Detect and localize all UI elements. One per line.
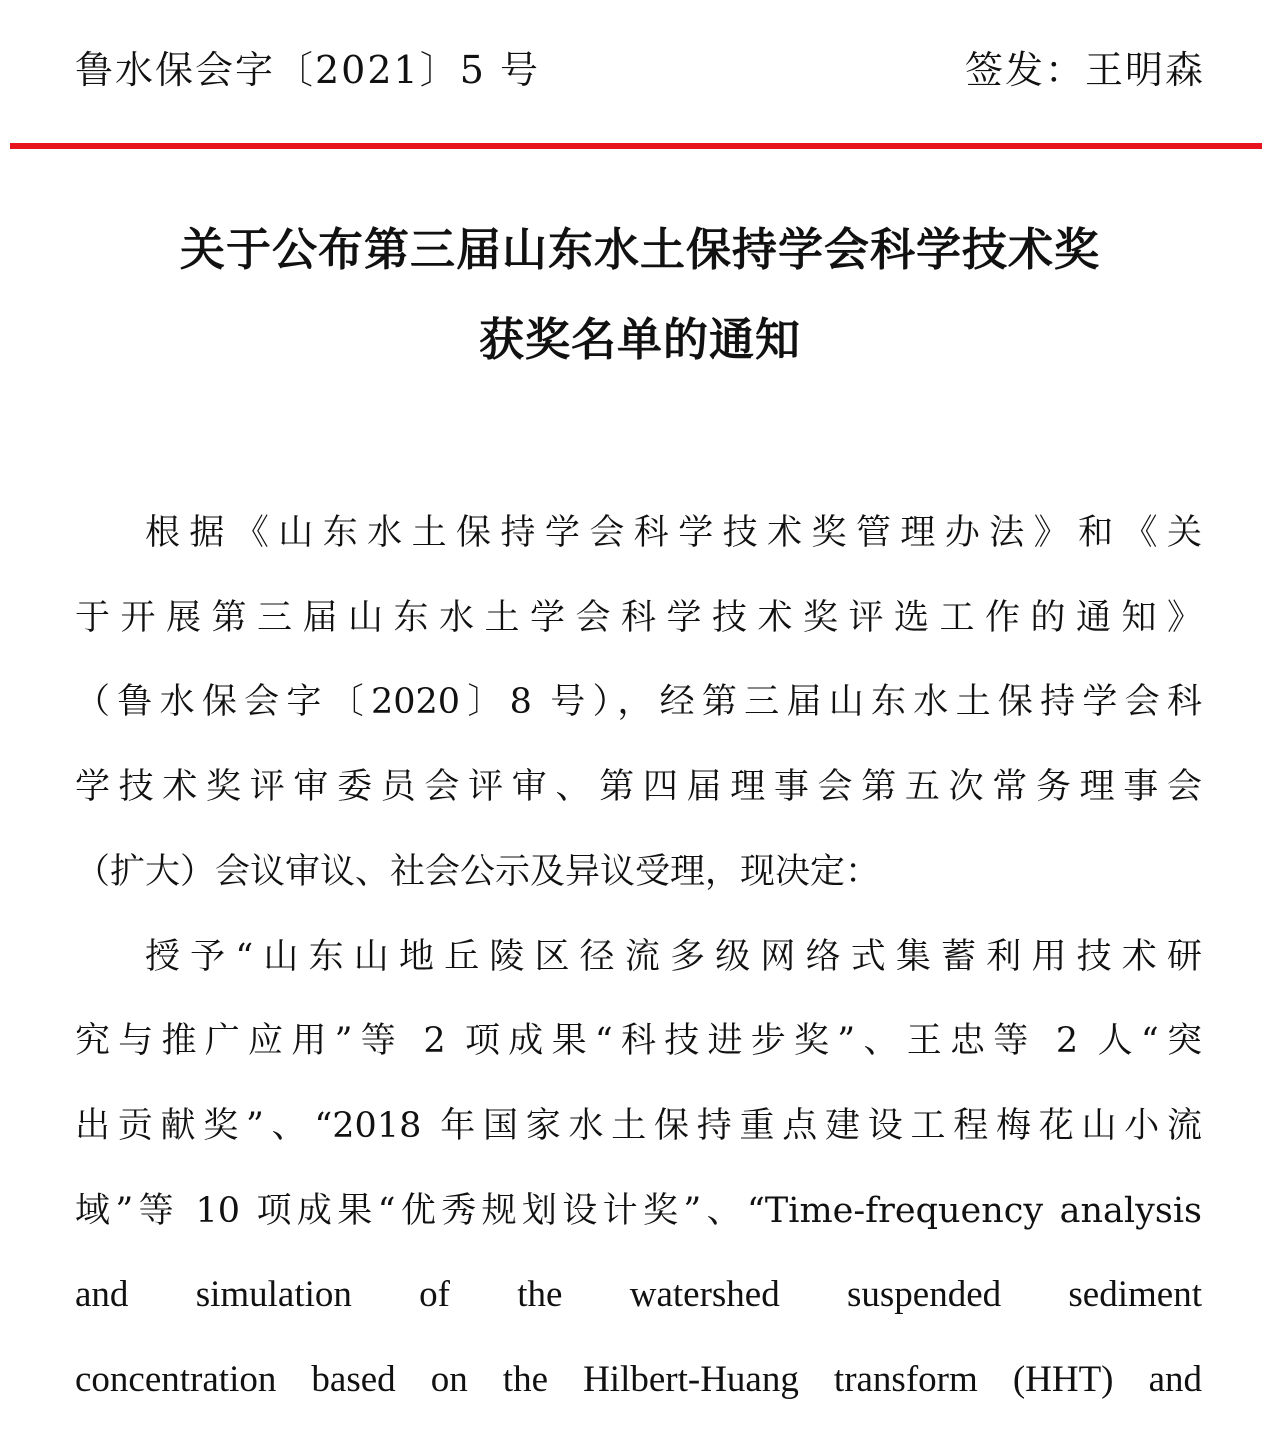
paragraph-2 <box>75 915 1202 1423</box>
document-number: 鲁水保会字〔2021〕5 号 <box>75 47 540 92</box>
body-line: （鲁水保会字〔2020〕8 号），经第三届山东水土保持学会科 <box>75 682 1202 723</box>
body-line: 域”等 10 项成果“优秀规划设计奖”、“Time-frequency analysis <box>75 1190 1202 1231</box>
document-title <box>60 205 1220 385</box>
paragraph-1 <box>75 491 1202 915</box>
body-line: （扩大）会议审议、社会公示及异议受理，现决定： <box>75 851 881 892</box>
title-line-1: 关于公布第三届山东水土保持学会科学技术奖 <box>179 223 1100 276</box>
body-line: 学技术奖评审委员会评审、第四届理事会第五次常务理事会 <box>75 767 1202 808</box>
body-line: and simulation of the watershed suspended sediment <box>75 1274 1202 1316</box>
title-line-2: 获奖名单的通知 <box>478 313 801 366</box>
body-line: 究与推广应用”等 2 项成果“科技进步奖”、王忠等 2 人“突 <box>75 1021 1202 1062</box>
signer: 签发：王明森 <box>964 47 1205 92</box>
body-line: concentration based on the Hilbert-Huang transform (HHT) and <box>75 1359 1202 1401</box>
body-line: 于开展第三届山东水土学会科学技术奖评选工作的通知》 <box>75 597 1202 638</box>
red-header-rule <box>10 143 1262 149</box>
document-body <box>75 491 1202 1423</box>
body-line: 根据《山东水土保持学会科学技术奖管理办法》和《关 <box>145 513 1202 553</box>
body-line: 出贡献奖”、“2018 年国家水土保持重点建设工程梅花山小流 <box>75 1105 1202 1146</box>
body-line: 授予“山东山地丘陵区径流多级网络式集蓄利用技术研 <box>145 936 1202 977</box>
document-header <box>75 38 1205 94</box>
